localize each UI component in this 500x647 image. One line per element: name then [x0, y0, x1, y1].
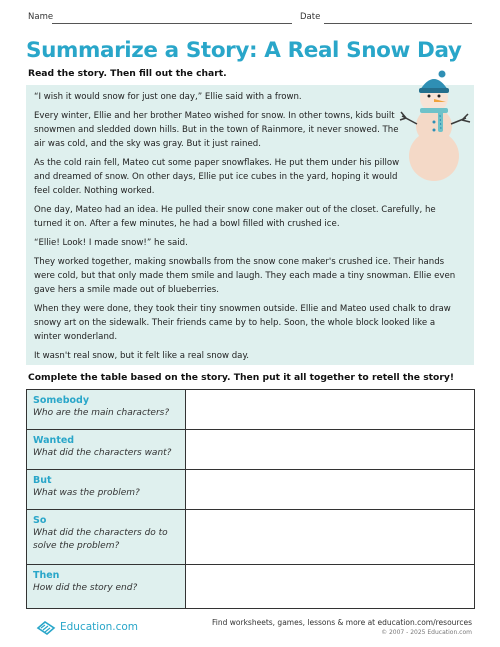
chart-question: What did the characters want?	[33, 448, 172, 458]
chart-question: What was the problem?	[33, 488, 140, 498]
answer-cell-somebody[interactable]	[186, 390, 475, 430]
table-instructions: Complete the table based on the story. Then put it all together to retell the story!	[28, 372, 455, 383]
story-paragraph: “I wish it would snow for just one day,” Ellie said with a frown.	[34, 92, 302, 102]
name-field[interactable]	[52, 23, 292, 24]
chart-row	[27, 510, 475, 565]
education-com-logo[interactable]	[36, 618, 138, 636]
story-paragraph: Every winter, Ellie and her brother Mateo wished for snow. In other towns, kids built snowmen and sledded down hills. But in the town of Rainmore, it never snowed. The air was cold, and the sky was gray. But it just rained.	[34, 111, 399, 149]
answer-cell-so[interactable]	[186, 510, 475, 565]
chart-prompt	[27, 430, 186, 470]
story-paragraph: It wasn't real snow, but it felt like a real snow day.	[34, 351, 250, 361]
education-logo-icon	[36, 619, 56, 635]
chart-row	[27, 565, 475, 609]
answer-cell-but[interactable]	[186, 470, 475, 510]
chart-prompt	[27, 565, 186, 609]
date-label: Date	[300, 12, 321, 22]
chart-keyword: Wanted	[33, 435, 75, 446]
answer-cell-wanted[interactable]	[186, 430, 475, 470]
chart-row	[27, 470, 475, 510]
story-paragraph: One day, Mateo had an idea. He pulled their snow cone maker out of the closet. Carefully, he turned it on. After a few minutes, he had a bowl filled with crushed ice.	[34, 205, 436, 229]
name-date-row	[28, 8, 472, 24]
chart-prompt	[27, 390, 186, 430]
chart-keyword: So	[33, 515, 47, 526]
snowman-illustration	[398, 70, 474, 182]
chart-question: How did the story end?	[33, 583, 138, 593]
page-title: Summarize a Story: A Real Snow Day	[26, 38, 462, 63]
brand-name: Education.com	[60, 621, 139, 633]
chart-row	[27, 430, 475, 470]
chart-question: What did the characters do to solve the problem?	[33, 528, 168, 551]
summary-chart	[26, 389, 475, 609]
chart-question: Who are the main characters?	[33, 408, 170, 418]
answer-cell-then[interactable]	[186, 565, 475, 609]
name-label: Name	[28, 12, 54, 22]
story-paragraph: As the cold rain fell, Mateo cut some paper snowflakes. He put them under his pillow and dreamed of snow. On other days, Ellie put ice cubes in the yard, hoping it would feel colder. Nothing worked.	[34, 158, 400, 196]
chart-prompt	[27, 510, 186, 565]
chart-row	[27, 390, 475, 430]
date-field[interactable]	[324, 23, 472, 24]
footer-tagline: Find worksheets, games, lessons & more at education.com/resources	[212, 618, 472, 627]
story-paragraph: “Ellie! Look! I made snow!” he said.	[34, 238, 188, 248]
chart-keyword: But	[33, 475, 52, 486]
footer-info	[212, 617, 472, 637]
chart-prompt	[27, 470, 186, 510]
chart-keyword: Then	[33, 570, 60, 581]
footer-copyright: © 2007 - 2025 Education.com	[381, 629, 472, 636]
chart-keyword: Somebody	[33, 395, 90, 406]
story-instructions: Read the story. Then fill out the chart.	[28, 68, 227, 79]
story-paragraph: They worked together, making snowballs from the snow cone maker's crushed ice. Their hands were cold, but that only made them smile and laugh. They each made a tiny snowman. Ellie even gave hers a smile made out of blueberries.	[34, 257, 456, 295]
story-paragraph: When they were done, they took their tiny snowmen outside. Ellie and Mateo used chalk to draw snowy art on the sidewalk. Their friends came by to help. Soon, the whole block looked like a winter wonderland.	[34, 304, 451, 342]
